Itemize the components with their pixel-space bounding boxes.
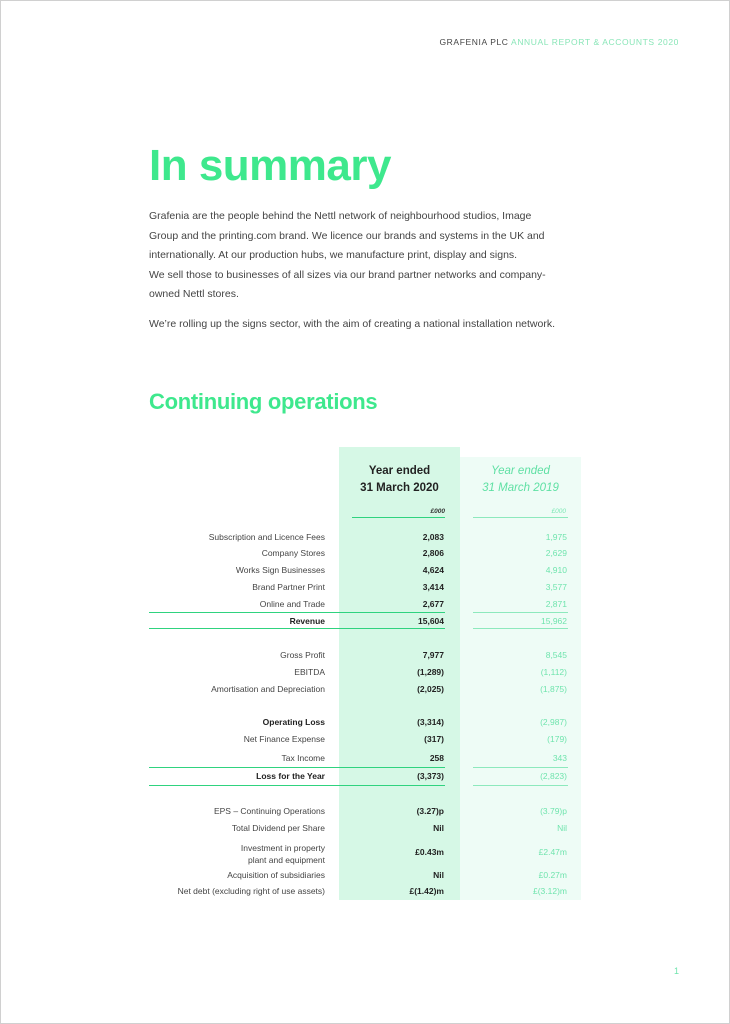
unit-underline — [473, 517, 568, 518]
value-2019: 2,629 — [545, 548, 567, 558]
value-2019: (1,112) — [540, 667, 567, 677]
value-2020: (2,025) — [417, 684, 444, 694]
row-label: Net debt (excluding right of use assets) — [177, 886, 325, 896]
row-label: EBITDA — [294, 667, 325, 677]
column-header-line: Year ended — [368, 465, 431, 477]
rule-line — [473, 785, 568, 786]
value-2019: 343 — [552, 753, 567, 763]
intro-line: Grafenia are the people behind the Nettl network of neighbourhood studios, Image — [149, 210, 532, 222]
row-label-line: Investment in property — [240, 843, 325, 853]
value-2020: 2,083 — [422, 532, 444, 542]
table-row — [1, 565, 730, 579]
intro-line: We sell those to businesses of all sizes via our brand partner networks and company- — [149, 268, 546, 281]
row-label: Works Sign Businesses — [235, 565, 325, 575]
row-label: EPS – Continuing Operations — [213, 806, 325, 816]
row-label: Total Dividend per Share — [231, 823, 325, 833]
value-2020: 2,677 — [422, 599, 444, 609]
row-label: Brand Partner Print — [252, 582, 325, 592]
row-label: Revenue — [289, 616, 325, 626]
value-2020: (3,373) — [417, 771, 444, 781]
value-2019: (1,875) — [540, 684, 567, 694]
value-2020: (3,314) — [417, 717, 444, 727]
section-title: Continuing operations — [149, 389, 378, 414]
value-2020: Nil — [433, 870, 444, 880]
value-2020: 4,624 — [422, 565, 444, 575]
column-header-2020 — [339, 463, 460, 497]
unit-underline — [352, 517, 445, 518]
row-label — [241, 842, 325, 866]
row-label: Tax Income — [281, 753, 325, 763]
value-2020: 258 — [429, 753, 444, 763]
value-2019: £0.27m — [538, 870, 567, 880]
table-row — [1, 667, 730, 681]
row-label: Net Finance Expense — [243, 734, 325, 744]
row-label: Company Stores — [261, 548, 325, 558]
value-2020: (3.27)p — [416, 806, 444, 816]
value-2020: (1,289) — [417, 667, 444, 677]
table-row — [1, 806, 730, 820]
table-row — [1, 684, 730, 698]
value-2019: 2,871 — [545, 599, 567, 609]
table-row — [1, 650, 730, 664]
value-2020: 2,806 — [422, 548, 444, 558]
rule-line — [149, 612, 445, 613]
row-label: Online and Trade — [259, 599, 325, 609]
value-2019: 1,975 — [545, 532, 567, 542]
column-header-line: 31 March 2019 — [482, 482, 559, 494]
value-2019: (179) — [547, 734, 567, 744]
row-label: Subscription and Licence Fees — [208, 532, 325, 542]
table-row — [1, 843, 730, 865]
column-header-2019 — [460, 463, 581, 497]
value-2019: 4,910 — [545, 565, 567, 575]
table-row — [1, 582, 730, 596]
value-2019: (2,987) — [540, 717, 567, 727]
column-header-line: 31 March 2020 — [360, 482, 439, 494]
value-2020: (317) — [424, 734, 444, 744]
row-label: Acquisition of subsidiaries — [227, 870, 325, 880]
value-2020: 7,977 — [422, 650, 444, 660]
header-brand: GRAFENIA PLC — [439, 37, 509, 47]
rule-line — [473, 628, 568, 629]
intro-line: owned Nettl stores. — [149, 288, 239, 300]
header-year: 2020 — [657, 37, 679, 47]
row-label: Loss for the Year — [256, 771, 325, 781]
table-row — [1, 823, 730, 837]
rule-line — [473, 612, 568, 613]
value-2019: 8,545 — [545, 650, 567, 660]
value-2020: 3,414 — [422, 582, 444, 592]
page-title: In summary — [149, 141, 391, 190]
table-row — [1, 870, 730, 884]
value-2019: £(3.12)m — [532, 886, 567, 896]
value-2020: 15,604 — [418, 616, 444, 626]
rule-line — [473, 767, 568, 768]
value-2020: Nil — [433, 823, 444, 833]
rule-line — [149, 628, 445, 629]
row-label: Operating Loss — [262, 717, 325, 727]
page-number: 1 — [673, 966, 679, 976]
value-2019: (2,823) — [540, 771, 567, 781]
value-2019: £2.47m — [538, 847, 567, 857]
table-row — [1, 532, 730, 546]
intro-paragraph-2: We’re rolling up the signs sector, with the aim of creating a national installation network. — [149, 318, 556, 330]
column-header-line: Year ended — [491, 465, 550, 477]
row-label: Gross Profit — [280, 650, 325, 660]
row-label: Amortisation and Depreciation — [211, 684, 325, 694]
table-row-total — [1, 771, 730, 785]
rule-line — [149, 767, 445, 768]
value-2020: £0.43m — [415, 847, 444, 857]
value-2020: £(1.42)m — [409, 886, 444, 896]
intro-line: internationally. At our production hubs, we manufacture print, display and signs. — [149, 249, 518, 261]
unit-label-2020: £000 — [430, 508, 445, 515]
value-2019: Nil — [557, 823, 567, 833]
value-2019: 3,577 — [545, 582, 567, 592]
row-label-line: plant and equipment — [247, 855, 325, 865]
value-2019: (3.79)p — [540, 806, 567, 816]
header-report: ANNUAL REPORT & ACCOUNTS — [511, 37, 655, 47]
intro-paragraph — [149, 207, 599, 305]
intro-line: Group and the printing.com brand. We licence our brands and systems in the UK and — [149, 229, 545, 242]
running-header — [439, 37, 679, 47]
unit-label-2019: £000 — [551, 508, 566, 515]
rule-line — [149, 785, 445, 786]
value-2019: 15,962 — [541, 616, 567, 626]
table-row — [1, 734, 730, 748]
table-row — [1, 599, 730, 613]
table-row — [1, 548, 730, 562]
table-row — [1, 886, 730, 900]
table-row — [1, 753, 730, 767]
table-row — [1, 717, 730, 731]
